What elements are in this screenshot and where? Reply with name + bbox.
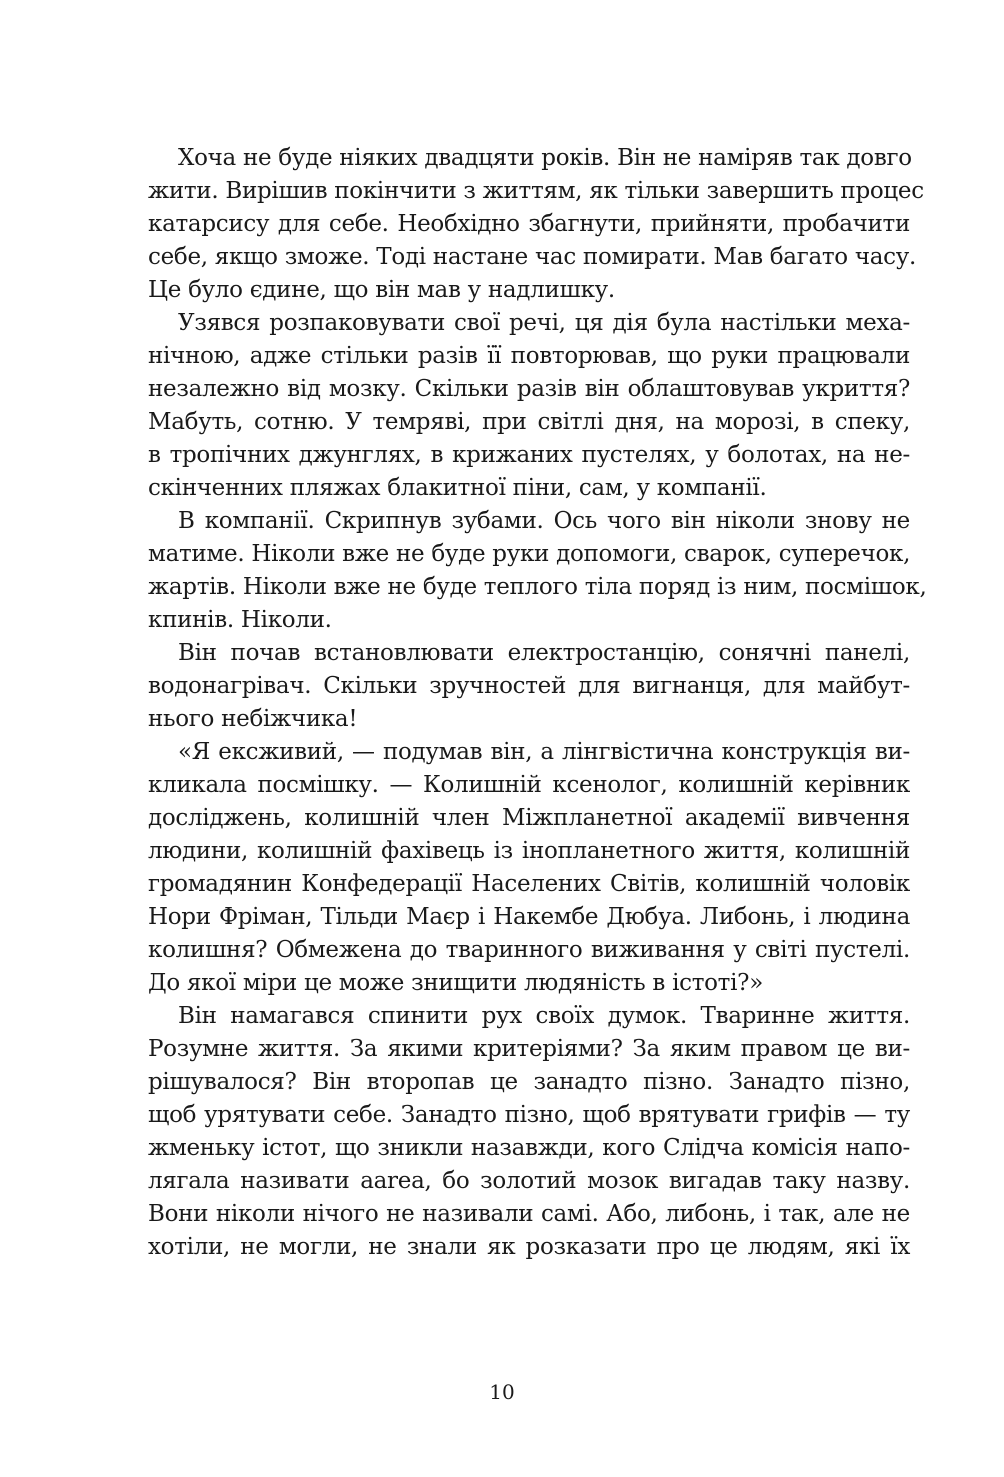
text-line: людини, колишній фахівець із інопланетного життя, колишній — [148, 838, 910, 864]
page-number: 10 — [489, 1380, 515, 1404]
text-line: щоб урятувати себе. Занадто пізно, щоб врятувати грифів — ту — [148, 1102, 910, 1128]
text-line: лягала називати aarea, бо золотий мозок вигадав таку назву. — [148, 1168, 910, 1194]
text-line: Він почав встановлювати електростанцію, сонячні панелі, — [178, 640, 910, 666]
text-line: колишня? Обмежена до тваринного виживання у світі пустелі. — [148, 937, 910, 963]
text-line: себе, якщо зможе. Тоді настане час помирати. Мав багато часу. — [148, 244, 916, 270]
text-line: досліджень, колишній член Міжпланетної академії вивчення — [148, 805, 910, 831]
text-line: громадянин Конфедерації Населених Світів, колишній чоловік — [148, 871, 910, 897]
text-line: кпинів. Ніколи. — [148, 607, 332, 633]
text-line: Хоча не буде ніяких двадцяти років. Він не наміряв так довго — [178, 145, 912, 171]
page-body — [148, 142, 927, 1264]
text-line: До якої міри це може знищити людяність в істоті?» — [148, 970, 763, 996]
text-line: жменьку істот, що зникли назавжди, кого Слідча комісія напо- — [148, 1135, 910, 1161]
text-line: Нори Фріман, Тільди Маєр і Накембе Дюбуа. Либонь, і людина — [148, 904, 910, 930]
text-line: рішувалося? Він второпав це занадто пізно. Занадто пізно, — [148, 1069, 910, 1095]
text-line: Мабуть, сотню. У темряві, при світлі дня, на морозі, в спеку, — [148, 409, 910, 435]
text-line: Розумне життя. За якими критеріями? За яким правом це ви- — [148, 1036, 910, 1062]
text-line: Вони ніколи нічого не називали самі. Або, либонь, і так, але не — [148, 1201, 910, 1227]
text-line: в тропічних джунглях, в крижаних пустелях, у болотах, на не- — [148, 442, 910, 468]
text-line: незалежно від мозку. Скільки разів він облаштовував укриття? — [148, 376, 910, 402]
paragraph — [148, 637, 910, 736]
text-line: кликала посмішку. — Колишній ксенолог, колишній керівник — [148, 772, 910, 798]
text-line: жартів. Ніколи вже не буде теплого тіла поряд із ним, посмішок, — [148, 574, 927, 600]
text-line: жити. Вирішив покінчити з життям, як тільки завершить процес — [148, 178, 924, 204]
paragraph — [148, 142, 924, 307]
text-line: «Я ексживий, — подумав він, а лінгвістична конструкція ви- — [178, 739, 910, 765]
text-line: Це було єдине, що він мав у надлишку. — [148, 277, 615, 303]
text-line: Узявся розпаковувати свої речі, ця дія була настільки меха- — [178, 310, 910, 336]
text-line: Він намагався спинити рух своїх думок. Тваринне життя. — [178, 1003, 910, 1029]
text-line: матиме. Ніколи вже не буде руки допомоги, сварок, суперечок, — [148, 541, 911, 567]
text-line: нього небіжчика! — [148, 706, 358, 732]
paragraph — [148, 505, 927, 637]
text-line: хотіли, не могли, не знали як розказати про це людям, які їх — [148, 1234, 910, 1260]
text-line: катарсису для себе. Необхідно збагнути, прийняти, пробачити — [148, 211, 910, 237]
paragraph — [148, 736, 910, 1000]
text-line: нічною, адже стільки разів її повторював, що руки працювали — [148, 343, 910, 369]
text-line: В компанії. Скрипнув зубами. Ось чого він ніколи знову не — [178, 508, 910, 534]
paragraph — [148, 1000, 910, 1264]
text-line: скінченних пляжах блакитної піни, сам, у компанії. — [148, 475, 767, 501]
paragraph — [148, 307, 910, 505]
text-line: водонагрівач. Скільки зручностей для вигнанця, для майбут- — [148, 673, 910, 699]
